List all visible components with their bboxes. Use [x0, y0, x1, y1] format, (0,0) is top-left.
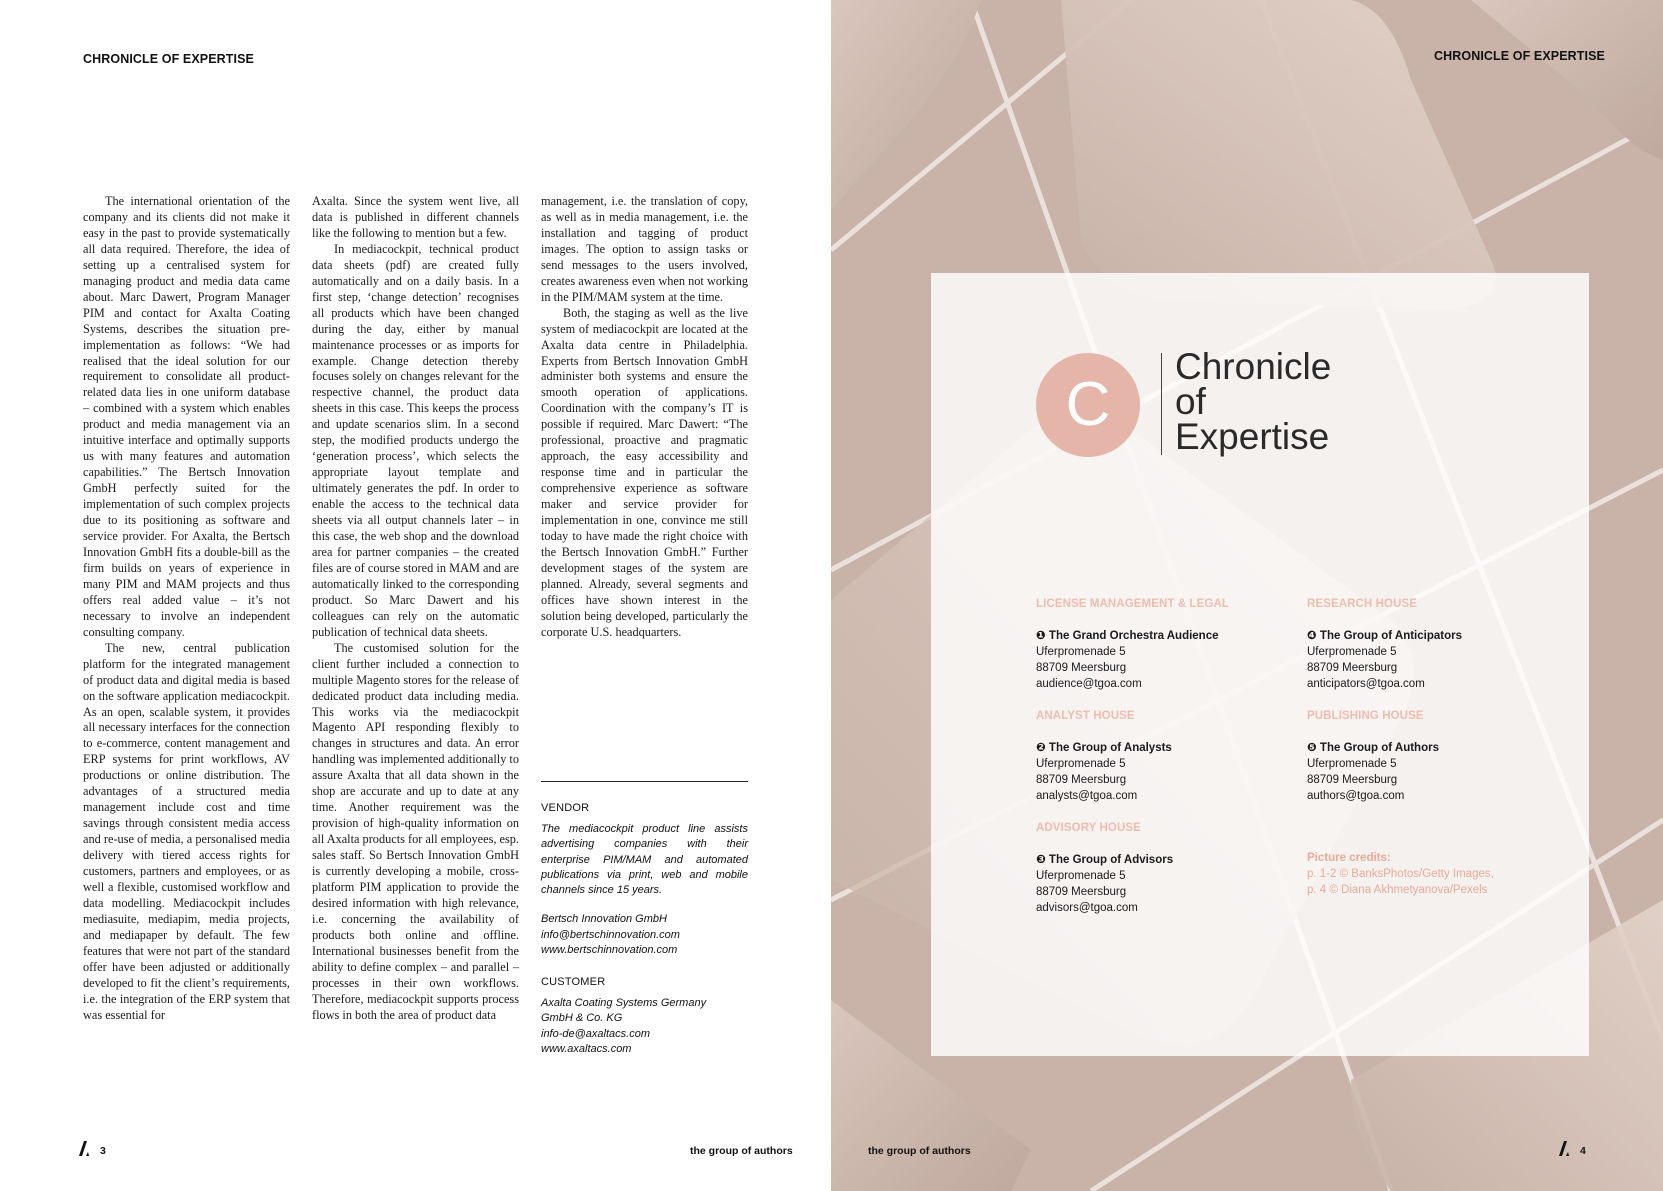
- contact-publishing: [1307, 708, 1439, 804]
- contact-email[interactable]: analysts@tgoa.com: [1036, 790, 1138, 802]
- paragraph: The international orientation of the company and its clients did not make it easy in the past to provide systematically all data required. Therefore, the idea of setting up a centralised system for managing product and media data came about. Marc Dawert, Program Manager PIM and contact for Axalta Coating Systems, describes the situation pre-implementation as follows: “We had realised that the ideal solution for our requirement to consolidate all product-related data lies in one uniform database – combined with a system which enables product and media management via an intuitive interface and optimally supports us with many features and automation capabilities.” The Bertsch Innovation GmbH perfectly suited for the implementation of such complex projects due to its positioning as software and service provider. For Axalta, the Bertsch Innovation GmbH fits a double-bill as the firm builds on years of experience in many PIM and MAM projects and thus offers real added value – it’s not necessary to involve an independent consulting company.: [83, 194, 290, 639]
- contact-city: 88709 Meersburg: [1307, 774, 1398, 786]
- credits-label: Picture credits:: [1307, 852, 1391, 864]
- customer-company: Axalta Coating Systems Germany: [541, 997, 707, 1009]
- contact-email[interactable]: audience@tgoa.com: [1036, 678, 1142, 690]
- contact-city: 88709 Meersburg: [1307, 662, 1398, 674]
- paragraph: In mediacockpit, technical product data sheets (pdf) are created fully automatically and on a daily basis. In a first step, ‘change detection’ recognises all products which have been changed during the day, either by manual maintenance processes or as imports for example. Change detection thereby focuses solely on changes relevant for the respective channel, the product data sheets in this case. This keeps the process and update scenarios slim. In a second step, the modified products undergo the ‘generation process’, which selects the appropriate layout template and ultimately generates the pdf. In order to enable the access to the technical data sheets via all output channels later – in this case, the web shop and the download area for partner companies – the created files are of course stored in MAM and are automatically linked to the corresponding product. So Marc Dawert and his colleagues can rely on the automatic publication of technical data sheets.: [312, 241, 519, 639]
- customer-company-line2: GmbH & Co. KG: [541, 1012, 623, 1025]
- section-divider: [541, 781, 748, 782]
- vendor-box: [541, 802, 748, 958]
- vendor-heading: VENDOR: [541, 802, 590, 814]
- footer-text-left: the group of authors: [690, 1145, 793, 1157]
- brand-title-line: Chronicle: [1175, 346, 1332, 387]
- contact-street: Uferpromenade 5: [1036, 758, 1126, 770]
- contact-license: [1036, 596, 1229, 692]
- paragraph: Both, the staging as well as the live system of mediacockpit are located at the Axalta data centre in Philadelphia. Experts from Bertsch Innovation GmbH administer both systems and ensure the smooth operation of applications. Coordination with the company’s IT is possible if required. Marc Dawert: “The professional, proactive and pragmatic approach, the easy accessibility and response time and in particular the comprehensive experience as software maker and service provider for implementation in one, convince me still today to have made the right choice with the Bertsch Innovation GmbH.” Further development stages of the system are planned. Already, several segments and offices have shown interest in the solution being developed, particularly the corporate U.S. headquarters.: [541, 305, 748, 639]
- vendor-web: www.bertschinnovation.com: [541, 944, 678, 957]
- page-number-right: 4: [1580, 1145, 1586, 1157]
- customer-heading: CUSTOMER: [541, 976, 606, 988]
- vendor-company: Bertsch Innovation GmbH: [541, 913, 667, 926]
- brand-title-line: of: [1175, 381, 1206, 422]
- contact-research: [1307, 596, 1462, 692]
- running-head-right: CHRONICLE OF EXPERTISE: [1434, 49, 1605, 63]
- contact-city: 88709 Meersburg: [1036, 774, 1127, 786]
- contact-street: Uferpromenade 5: [1036, 870, 1126, 882]
- paragraph: The customised solution for the client further included a connection to multiple Magento stores for the release of dedicated product data including media. This works via the mediacockpit Magento API responding flexibly to changes in structures and data. An error handling was implemented additionally to assure Axalta that all data shown in the shop are accurate and up to date at any time. Another requirement was the provision of high-quality information on all Axalta products for all employees, esp. sales staff. So Bertsch Innovation GmbH is currently developing a mobile, cross-platform PIM application to provide the desired information with high relevance, i.e. concerning the availability of products both online and offline. International businesses benefit from the ability to define complex – and parallel – processes in their own workflows. Therefore, mediacockpit supports process flows in both the area of product data: [312, 640, 519, 1022]
- contact-city: 88709 Meersburg: [1036, 662, 1127, 674]
- contact-street: Uferpromenade 5: [1036, 646, 1126, 658]
- text-column-2: [312, 194, 519, 1024]
- text-column-3: [541, 194, 748, 641]
- footer-text-right: the group of authors: [868, 1145, 971, 1157]
- credits-line: p. 4 © Diana Akhmetyanova/Pexels: [1307, 884, 1488, 896]
- contact-name: ❸ The Group of Advisors: [1036, 854, 1174, 866]
- brand-title-line: Expertise: [1175, 416, 1330, 457]
- contact-email[interactable]: advisors@tgoa.com: [1036, 902, 1138, 914]
- brand-title: [1175, 346, 1395, 457]
- customer-email: info-de@axaltacs.com: [541, 1027, 650, 1040]
- contact-advisors: [1036, 820, 1173, 916]
- contact-category: PUBLISHING HOUSE: [1307, 710, 1424, 722]
- customer-web: www.axaltacs.com: [541, 1042, 632, 1055]
- paragraph: Axalta. Since the system went live, all data is published in different channels like the following to mention but a few.: [312, 194, 519, 240]
- customer-box: [541, 976, 748, 1057]
- paragraph: The new, central publication platform for the integrated management of product data and digital media is based on the software application mediacockpit. As an open, scalable system, it provides all necessary interfaces for the connection to e-commerce, content management and ERP systems for print workflows, AV productions or online distribution. The advantages of a structured media management include cost and time savings through consistent media access and re-use of media, a personalised media delivery with tiered access rights for customers, partners and employees, or as well a flexible, customised workflow and data modelling. Mediacockpit includes mediasuite, mediapim, media projects, and mediapaper by default. The few features that were not part of the standard offer have been adjusted or additionally developed to fit the client’s requirements, i.e. the integration of the ERP system that was essential for: [83, 640, 290, 1022]
- paragraph: management, i.e. the translation of copy, as well as in media management, i.e. the installation and tagging of product images. The option to assign tasks or send messages to the users involved, creates awareness even when not working in the PIM/MAM system at the time.: [541, 194, 748, 304]
- credits-line: p. 1-2 © BanksPhotos/Getty Images,: [1307, 868, 1494, 880]
- brand-divider: [1161, 353, 1162, 455]
- contact-category: ADVISORY HOUSE: [1036, 822, 1141, 834]
- publisher-logo-icon: [1556, 1140, 1570, 1156]
- picture-credits: [1307, 850, 1494, 898]
- contact-name: ❶ The Grand Orchestra Audience: [1036, 630, 1219, 642]
- publisher-logo-icon: [76, 1140, 90, 1156]
- contact-category: ANALYST HOUSE: [1036, 710, 1135, 722]
- contact-email[interactable]: authors@tgoa.com: [1307, 790, 1405, 802]
- contact-email[interactable]: anticipators@tgoa.com: [1307, 678, 1425, 690]
- brand-logo-circle: C: [1036, 353, 1140, 457]
- text-column-1: [83, 194, 290, 1024]
- contact-name: ❹ The Group of Anticipators: [1307, 630, 1462, 642]
- contact-analysts: [1036, 708, 1172, 804]
- contact-city: 88709 Meersburg: [1036, 886, 1127, 898]
- contact-name: ❺ The Group of Authors: [1307, 742, 1439, 754]
- vendor-email: info@bertschinnovation.com: [541, 928, 680, 941]
- page-number-left: 3: [100, 1145, 106, 1157]
- contact-street: Uferpromenade 5: [1307, 758, 1397, 770]
- running-head-left: CHRONICLE OF EXPERTISE: [83, 52, 254, 66]
- contact-category: LICENSE MANAGEMENT & LEGAL: [1036, 598, 1229, 610]
- contact-category: RESEARCH HOUSE: [1307, 598, 1418, 610]
- contact-name: ❷ The Group of Analysts: [1036, 742, 1172, 754]
- vendor-description: The mediacockpit product line assists advertising companies with their enterprise PIM/MAM and automated publications via print, web and mobile channels since 15 years.: [541, 823, 748, 897]
- contact-street: Uferpromenade 5: [1307, 646, 1397, 658]
- left-page: [0, 0, 831, 1191]
